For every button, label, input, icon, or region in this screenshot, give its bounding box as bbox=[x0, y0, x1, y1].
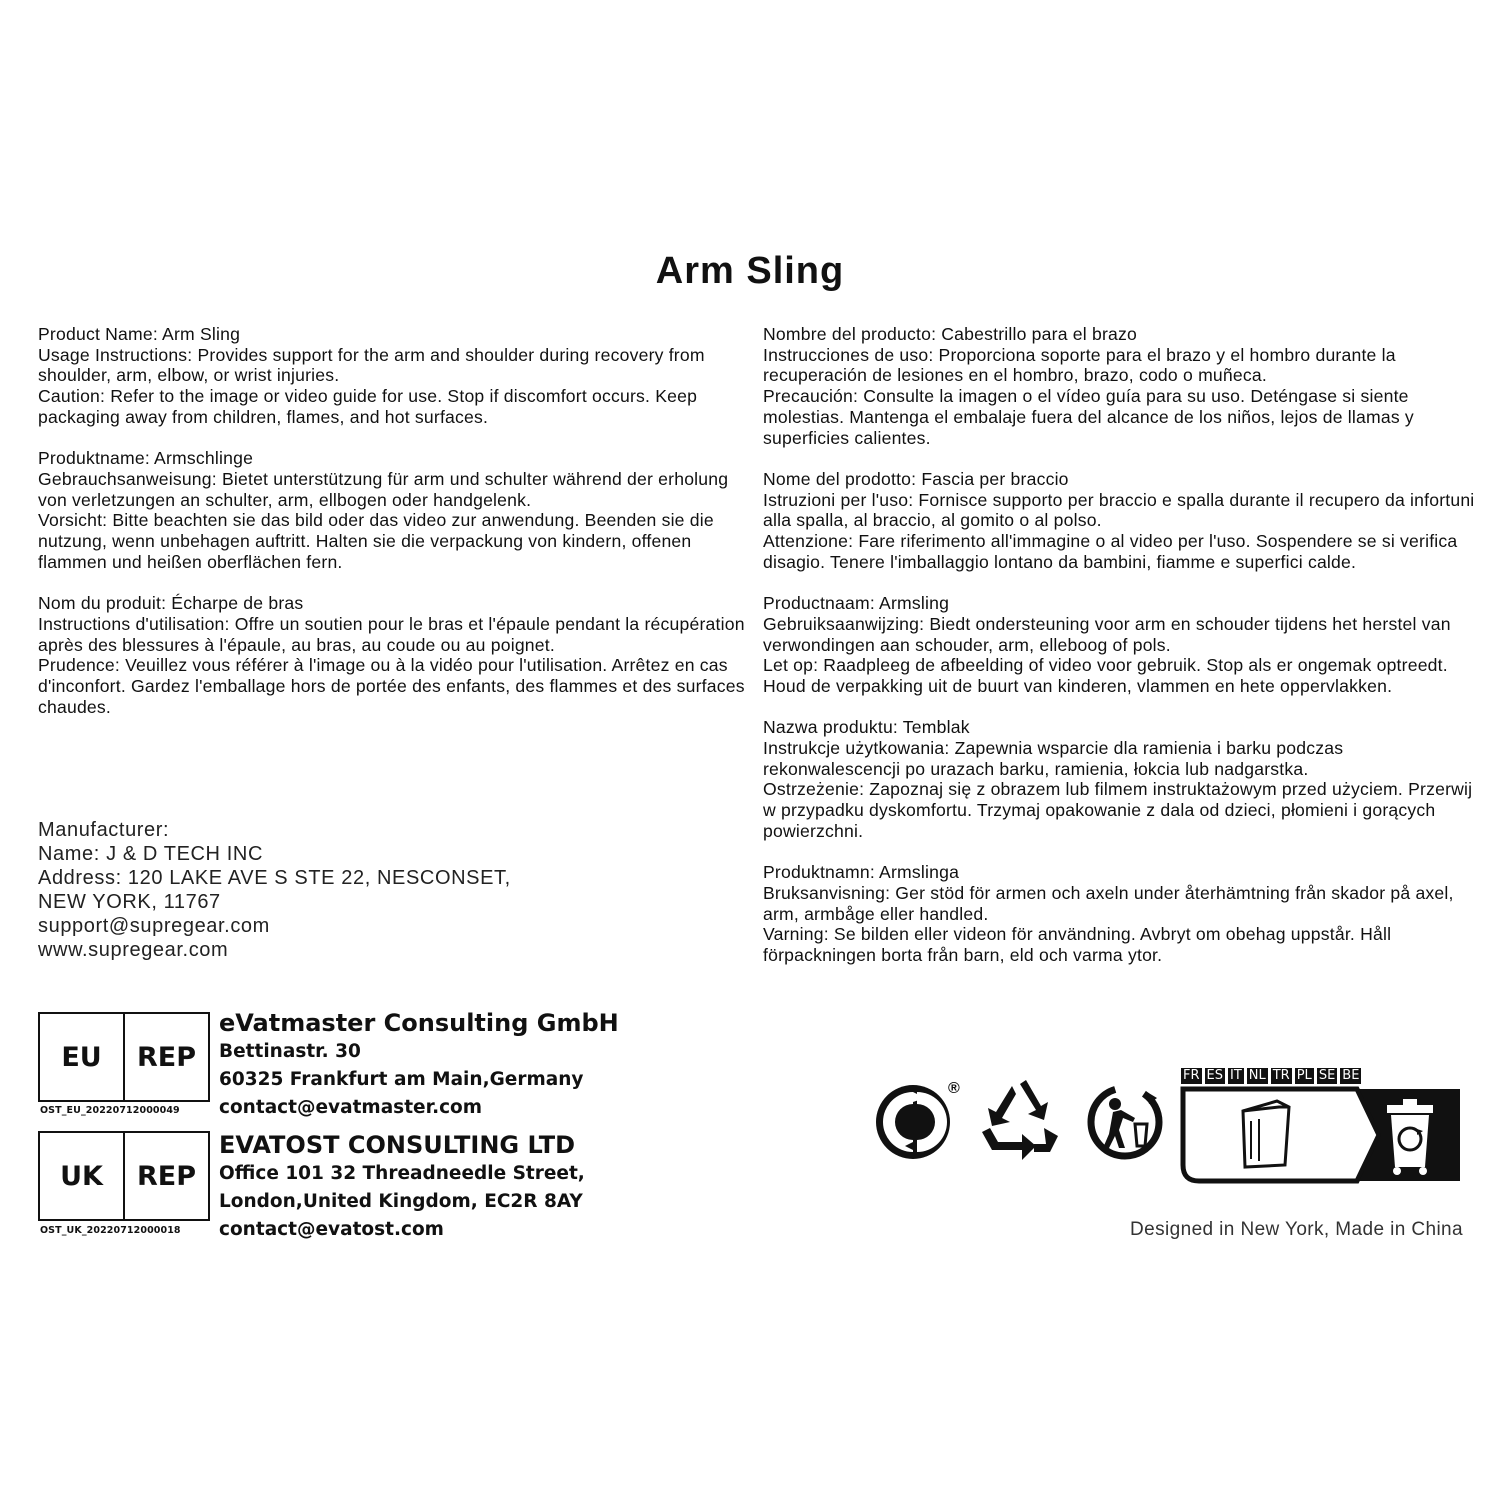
language-block bbox=[763, 469, 1478, 573]
usage-line: Instrukcje użytkowania: Zapewnia wsparcie dla ramienia i barku podczas rekonwalescencji po urazach barku, ramienia, łokcia lub nadgarstka. bbox=[763, 738, 1344, 779]
page-title: Arm Sling bbox=[655, 250, 845, 292]
product-name-line: Produktnamn: Armslinga bbox=[763, 862, 960, 883]
lang-tab: SE bbox=[1318, 1068, 1336, 1083]
product-name-line: Produktname: Armschlinge bbox=[38, 448, 254, 469]
usage-line: Usage Instructions: Provides support for the arm and shoulder during recovery from shoulder, arm, elbow, or wrist injuries. bbox=[38, 344, 705, 386]
eu-rep-box bbox=[38, 1012, 210, 1102]
uk-rep-details bbox=[219, 1130, 585, 1244]
caution-line: Let op: Raadpleeg de afbeelding of video voor gebruik. Stop als er ongemak optreedt. Houd de verpakking uit de buurt van kinderen, vlammen en hete oppervlakken. bbox=[763, 655, 1448, 696]
manufacturer-heading: Manufacturer: bbox=[38, 819, 170, 841]
tidyman-icon bbox=[1085, 1082, 1169, 1162]
language-block bbox=[38, 593, 753, 717]
right-column bbox=[763, 324, 1478, 986]
manufacturer-address-2: NEW YORK, 11767 bbox=[38, 891, 221, 913]
product-name-line: Nombre del producto: Cabestrillo para el brazo bbox=[763, 324, 1137, 344]
eu-rep-street: Bettinastr. 30 bbox=[219, 1041, 361, 1062]
eu-rep-code: OST_EU_20220712000049 bbox=[40, 1105, 180, 1116]
left-column bbox=[38, 324, 753, 738]
caution-line: Prudence: Veuillez vous référer à l'image ou à la vidéo pour l'utilisation. Arrêtez en cas d'inconfort. Gardez l'emballage hors de portée des enfants, des flammes et des surfaces chaudes. bbox=[38, 655, 745, 717]
product-name-line: Nom du produit: Écharpe de bras bbox=[38, 593, 304, 614]
registered-mark: ® bbox=[948, 1080, 960, 1097]
manufacturer-address-1: Address: 120 LAKE AVE S STE 22, NESCONSET, bbox=[38, 867, 511, 889]
language-block bbox=[763, 862, 1478, 966]
lang-tab: NL bbox=[1248, 1068, 1266, 1083]
caution-line: Caution: Refer to the image or video guide for use. Stop if discomfort occurs. Keep packaging away from children, flames, and hot surfaces. bbox=[38, 386, 698, 427]
lang-tab: FR bbox=[1183, 1068, 1200, 1083]
uk-rep-city: London,United Kingdom, EC2R 8AY bbox=[219, 1191, 583, 1212]
lang-tab: PL bbox=[1296, 1068, 1312, 1083]
green-dot-icon bbox=[873, 1082, 953, 1162]
product-name-line: Product Name: Arm Sling bbox=[38, 324, 241, 344]
product-name-line: Nome del prodotto: Fascia per braccio bbox=[763, 468, 1069, 489]
product-name-line: Nazwa produktu: Temblak bbox=[763, 717, 970, 738]
usage-line: Gebrauchsanweisung: Bietet unterstützung für arm und schulter während der erholung von verletzungen an schulter, arm, ellbogen oder handgelenk. bbox=[38, 468, 729, 510]
uk-rep-label: REP bbox=[123, 1133, 208, 1219]
caution-line: Precaución: Consulte la imagen o el vídeo guía para su uso. Deténgase si siente molestias. Mantenga el embalaje fuera del alcance de los niños, lejos de llamas y superficies calientes. bbox=[763, 386, 1414, 448]
uk-rep-box bbox=[38, 1131, 210, 1221]
caution-line: Varning: Se bilden eller videon för användning. Avbryt om obehag uppstår. Håll förpackningen borta från barn, eld och varma ytor. bbox=[763, 924, 1392, 966]
language-block bbox=[38, 324, 753, 428]
uk-rep-code: OST_UK_20220712000018 bbox=[40, 1225, 181, 1236]
usage-line: Instructions d'utilisation: Offre un soutien pour le bras et l'épaule pendant la récupération après des blessures à l'épaule, au bras, au coude ou au poignet. bbox=[38, 613, 745, 655]
eu-rep-city: 60325 Frankfurt am Main,Germany bbox=[219, 1069, 584, 1090]
language-block bbox=[38, 448, 753, 572]
uk-rep-street: Office 101 32 Threadneedle Street, bbox=[219, 1163, 585, 1184]
eu-rep-details bbox=[219, 1008, 619, 1122]
manufacturer-name: Name: J & D TECH INC bbox=[38, 843, 263, 865]
manufacturer-website: www.supregear.com bbox=[38, 939, 229, 961]
eu-rep-label: REP bbox=[123, 1014, 208, 1100]
caution-line: Attenzione: Fare riferimento all'immagine o al video per l'uso. Sospendere se si verifica disagio. Tenere l'imballaggio lontano da bambini, fiamme e superfici calde. bbox=[763, 531, 1458, 572]
recycle-icon bbox=[978, 1080, 1062, 1160]
caution-line: Ostrzeżenie: Zapoznaj się z obrazem lub filmem instruktażowym przed użyciem. Przerwij w przypadku dyskomfortu. Trzymaj opakowanie z dala od dzieci, płomieni i gorących powierzchni. bbox=[763, 779, 1473, 841]
footer-note: Designed in New York, Made in China bbox=[1130, 1219, 1463, 1240]
language-block bbox=[763, 717, 1478, 841]
usage-line: Instrucciones de uso: Proporciona soporte para el brazo y el hombro durante la recuperación de lesiones en el hombro, brazo, codo o muñeca. bbox=[763, 344, 1396, 386]
eu-rep-email: contact@evatmaster.com bbox=[219, 1097, 483, 1118]
bag-to-bin-icon bbox=[1179, 1085, 1464, 1185]
usage-line: Istruzioni per l'uso: Fornisce supporto per braccio e spalla durante il recupero da infortuni alla spalla, al braccio, al gomito o al polso. bbox=[763, 489, 1475, 531]
bag-icon bbox=[1243, 1101, 1289, 1167]
uk-region-label: UK bbox=[60, 1160, 103, 1192]
eu-region-label: EU bbox=[61, 1041, 102, 1073]
uk-rep-company: EVATOST CONSULTING LTD bbox=[219, 1131, 576, 1159]
lang-tab: ES bbox=[1206, 1068, 1223, 1083]
caution-line: Vorsicht: Bitte beachten sie das bild oder das video zur anwendung. Beenden sie die nutzung, wenn unbehagen auftritt. Halten sie die verpackung von kindern, offenen flammen und heißen oberflächen fern. bbox=[38, 510, 714, 572]
usage-line: Gebruiksaanwijzing: Biedt ondersteuning voor arm en schouder tijdens het herstel van verwondingen aan schouder, arm, elleboog of pols. bbox=[763, 613, 1451, 655]
manufacturer-email: support@supregear.com bbox=[38, 915, 270, 937]
lang-tab: IT bbox=[1229, 1068, 1242, 1083]
uk-rep-email: contact@evatost.com bbox=[219, 1219, 444, 1240]
recycling-language-tabs bbox=[1181, 1068, 1361, 1084]
usage-line: Bruksanvisning: Ger stöd för armen och axeln under återhämtning från skador på axel, arm, armbåge eller handled. bbox=[763, 882, 1454, 924]
lang-tab: BE bbox=[1342, 1068, 1360, 1083]
manufacturer-block bbox=[38, 818, 511, 962]
product-name-line: Productnaam: Armsling bbox=[763, 593, 950, 614]
language-block bbox=[763, 593, 1478, 697]
eu-rep-company: eVatmaster Consulting GmbH bbox=[219, 1009, 619, 1037]
lang-tab: TR bbox=[1272, 1068, 1290, 1083]
language-block bbox=[763, 324, 1478, 448]
